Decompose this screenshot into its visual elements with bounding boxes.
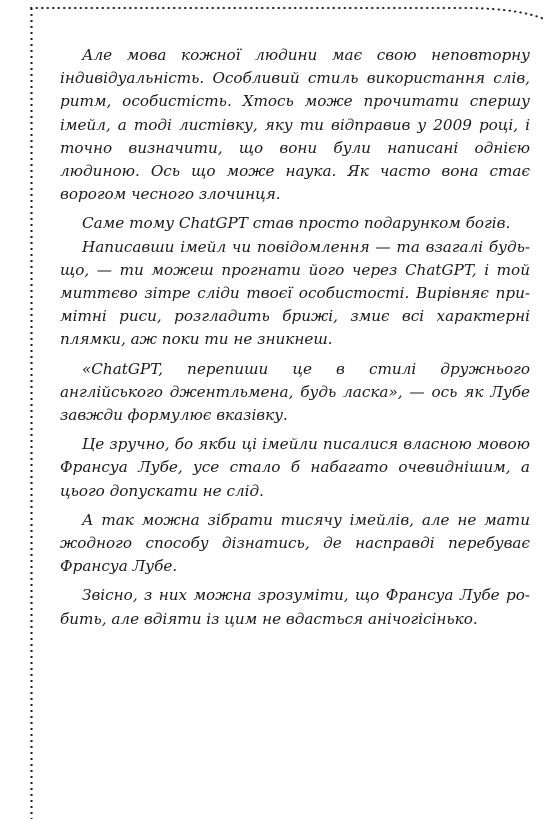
page-text bbox=[60, 44, 530, 637]
paragraph-3: Написавши імейл чи повідомлення — та взагалі будь-що, — ти можеш прогнати його через ChatGPT, і той миттєво зітре сліди твоєї особистості. Вирівняє примітні риси, розгладить брижі, змиє всі характерні плямки, аж поки ти не зникнеш. bbox=[60, 237, 530, 349]
paragraph-4: «ChatGPT, перепиши це в стилі дружнього англійського джентльмена, будь ласка», — ось як Лубе завжди формулює вказівку. bbox=[60, 359, 530, 425]
paragraph-1: Але мова кожної людини має свою неповторну індивідуальність. Особливий стиль використання слів, ритм, особистість. Хтось може прочитати спершу імейл, а тоді листівку, яку ти відправив у 2009 році, і точно визначити, що вони були написані однією людиною. Ось що може наука. Як часто вона стає ворогом чесного злочинця. bbox=[60, 46, 530, 204]
paragraph-6: А так можна зібрати тисячу імейлів, але не мати жодного способу дізнатись, де насправді перебуває Франсуа Лубе. bbox=[60, 510, 530, 576]
paragraph-2: Саме тому ChatGPT став просто подарунком богів. bbox=[82, 214, 511, 233]
page-frame-top bbox=[30, 6, 545, 20]
page-frame-left bbox=[30, 6, 33, 819]
paragraph-7: Звісно, з них можна зрозуміти, що Франсуа Лубе робить, але вдіяти із цим не вдасться анічогісінько. bbox=[60, 586, 530, 628]
paragraph-5: Це зручно, бо якби ці імейли писалися власною мовою Франсуа Лубе, усе стало б набагато очевиднішим, а цього допускати не слід. bbox=[60, 435, 530, 500]
